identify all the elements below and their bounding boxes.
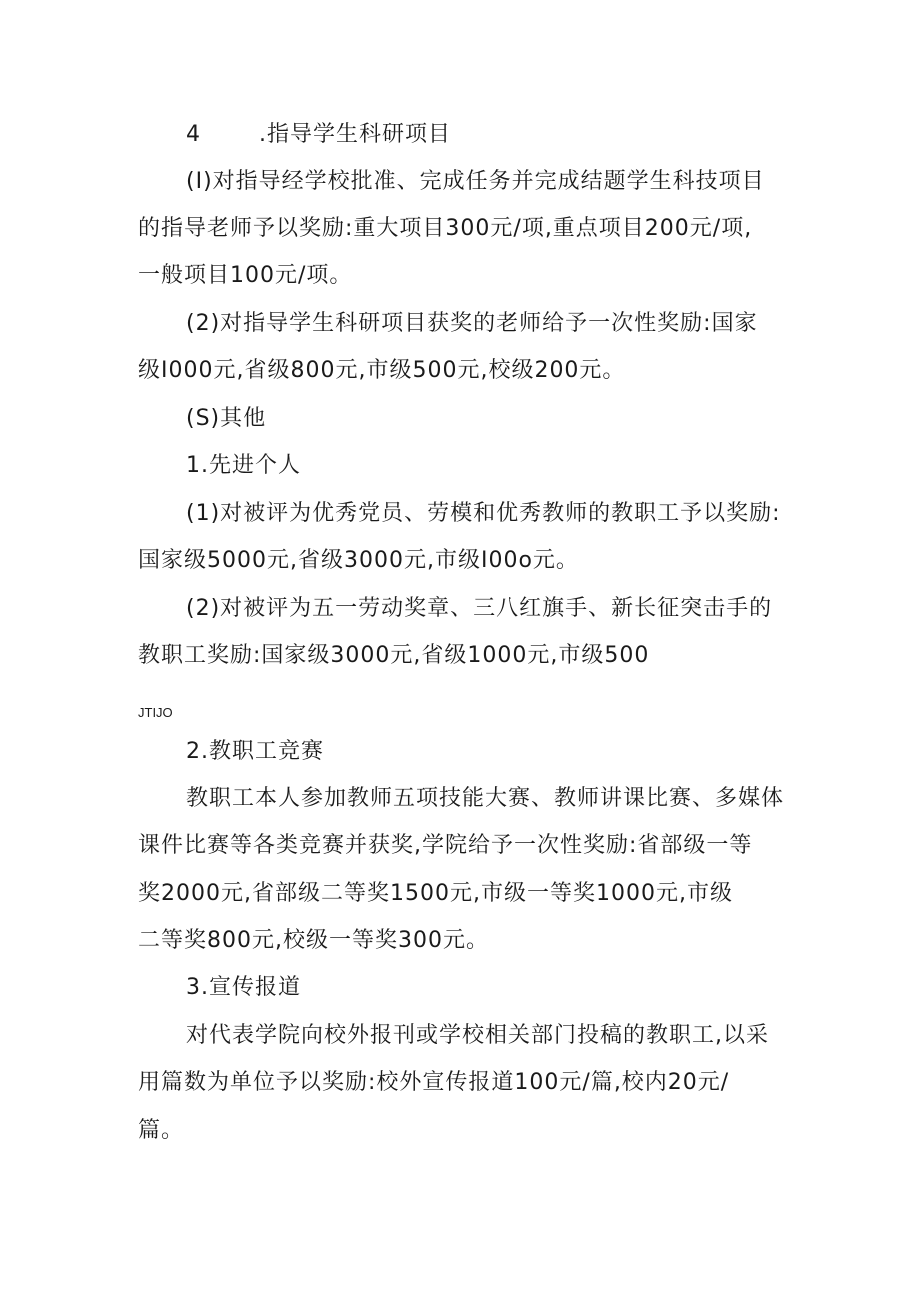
paragraph-line: (2)对指导学生科研项目获奖的老师给予一次性奖励:国家 (186, 311, 758, 336)
paragraph-line: 用篇数为单位予以奖励:校外宣传报道100元/篇,校内20元/ (138, 1070, 730, 1095)
paragraph-line: (I)对指导经学校批准、完成任务并完成结题学生科技项目 (186, 169, 765, 194)
text-fragment: JTIJO (138, 705, 173, 720)
section-heading-other: (S)其他 (186, 406, 267, 431)
paragraph-line: 篇。 (138, 1118, 185, 1143)
subsection-heading: 3.宣传报道 (186, 975, 301, 1000)
paragraph-line: 对代表学院向校外报刊或学校相关部门投稿的教职工,以采 (186, 1023, 769, 1048)
paragraph-line: 奖2000元,省部级二等奖1500元,市级一等奖1000元,市级 (138, 881, 733, 906)
section-title: .指导学生科研项目 (259, 122, 451, 147)
paragraph-line: 教职工奖励:国家级3000元,省级1000元,市级500 (138, 643, 650, 668)
paragraph-line: 一般项目100元/项。 (138, 263, 353, 288)
paragraph-line: (1)对被评为优秀党员、劳模和优秀教师的教职工予以奖励: (186, 501, 781, 526)
paragraph-line: 国家级5000元,省级3000元,市级I00o元。 (138, 548, 579, 573)
section-heading-4 (186, 120, 451, 150)
paragraph-line: 的指导老师予以奖励:重大项目300元/项,重点项目200元/项, (138, 216, 753, 241)
paragraph-line: (2)对被评为五一劳动奖章、三八红旗手、新长征突击手的 (186, 596, 773, 621)
paragraph-line: 二等奖800元,校级一等奖300元。 (138, 928, 489, 953)
paragraph-line: 级I000元,省级800元,市级500元,校级200元。 (138, 358, 626, 383)
section-number: 4 (186, 122, 201, 147)
paragraph-line: 教职工本人参加教师五项技能大赛、教师讲课比赛、多媒体 (186, 786, 785, 811)
subsection-heading: 1.先进个人 (186, 453, 301, 478)
paragraph-line: 课件比赛等各类竞赛并获奖,学院给予一次性奖励:省部级一等 (138, 833, 753, 858)
subsection-heading: 2.教职工竞赛 (186, 739, 324, 764)
